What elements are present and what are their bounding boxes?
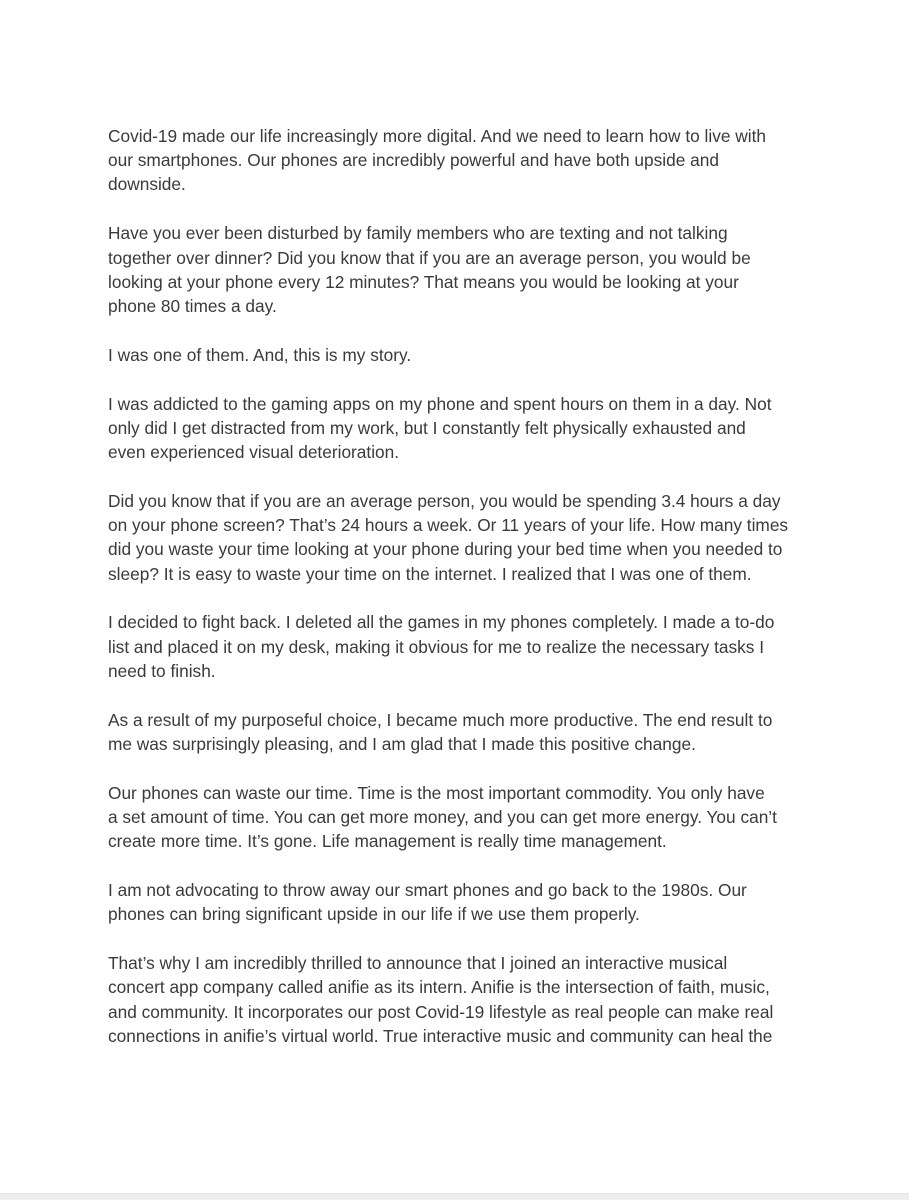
paragraph <box>108 951 808 1048</box>
text-line: me was surprisingly pleasing, and I am glad that I made this positive change. <box>108 733 696 754</box>
text-line: create more time. It’s gone. Life management is really time management. <box>108 831 667 852</box>
paragraph <box>108 781 808 854</box>
paragraph <box>108 489 808 586</box>
paragraph <box>108 392 808 465</box>
text-line: phone 80 times a day. <box>108 295 277 316</box>
text-line: need to finish. <box>108 660 216 681</box>
text-line: only did I get distracted from my work, but I constantly felt physically exhausted and <box>108 417 746 438</box>
paragraph <box>108 878 808 926</box>
text-line: connections in anifie’s virtual world. True interactive music and community can heal the <box>108 1025 773 1046</box>
text-line: I decided to fight back. I deleted all the games in my phones completely. I made a to-do <box>108 612 775 633</box>
text-line: Did you know that if you are an average person, you would be spending 3.4 hours a day <box>108 490 781 511</box>
text-line: concert app company called anifie as its intern. Anifie is the intersection of faith, music, <box>108 977 770 998</box>
text-line: Our phones can waste our time. Time is the most important commodity. You only have <box>108 782 765 803</box>
text-line: Have you ever been disturbed by family members who are texting and not talking <box>108 223 728 244</box>
text-line: That’s why I am incredibly thrilled to announce that I joined an interactive musical <box>108 953 728 974</box>
text-line: a set amount of time. You can get more money, and you can get more energy. You can’t <box>108 807 777 828</box>
text-line: even experienced visual deterioration. <box>108 442 400 463</box>
paragraph <box>108 610 808 683</box>
text-line: did you waste your time looking at your phone during your bed time when you needed to <box>108 539 783 560</box>
text-line: Covid-19 made our life increasingly more digital. And we need to learn how to live with <box>108 126 766 146</box>
text-line: I was addicted to the gaming apps on my phone and spent hours on them in a day. Not <box>108 393 772 414</box>
paragraph <box>108 343 808 367</box>
text-line: looking at your phone every 12 minutes? That means you would be looking at your <box>108 271 739 292</box>
text-line: I was one of them. And, this is my story. <box>108 344 412 365</box>
text-line: sleep? It is easy to waste your time on the internet. I realized that I was one of them. <box>108 563 752 584</box>
text-line: phones can bring significant upside in our life if we use them properly. <box>108 904 640 925</box>
text-line: on your phone screen? That’s 24 hours a week. Or 11 years of your life. How many times <box>108 515 789 536</box>
text-line: our smartphones. Our phones are incredibly powerful and have both upside and <box>108 150 719 171</box>
text-line: and community. It incorporates our post Covid-19 lifestyle as real people can make real <box>108 1001 774 1022</box>
document-body <box>108 124 808 1073</box>
text-line: As a result of my purposeful choice, I became much more productive. The end result to <box>108 709 773 730</box>
text-line: together over dinner? Did you know that if you are an average person, you would be <box>108 247 751 268</box>
text-line: I am not advocating to throw away our smart phones and go back to the 1980s. Our <box>108 880 747 901</box>
paragraph <box>108 221 808 318</box>
text-line: downside. <box>108 174 186 195</box>
text-line: list and placed it on my desk, making it obvious for me to realize the necessary tasks I <box>108 636 765 657</box>
paragraph <box>108 124 808 197</box>
paragraph <box>108 708 808 756</box>
